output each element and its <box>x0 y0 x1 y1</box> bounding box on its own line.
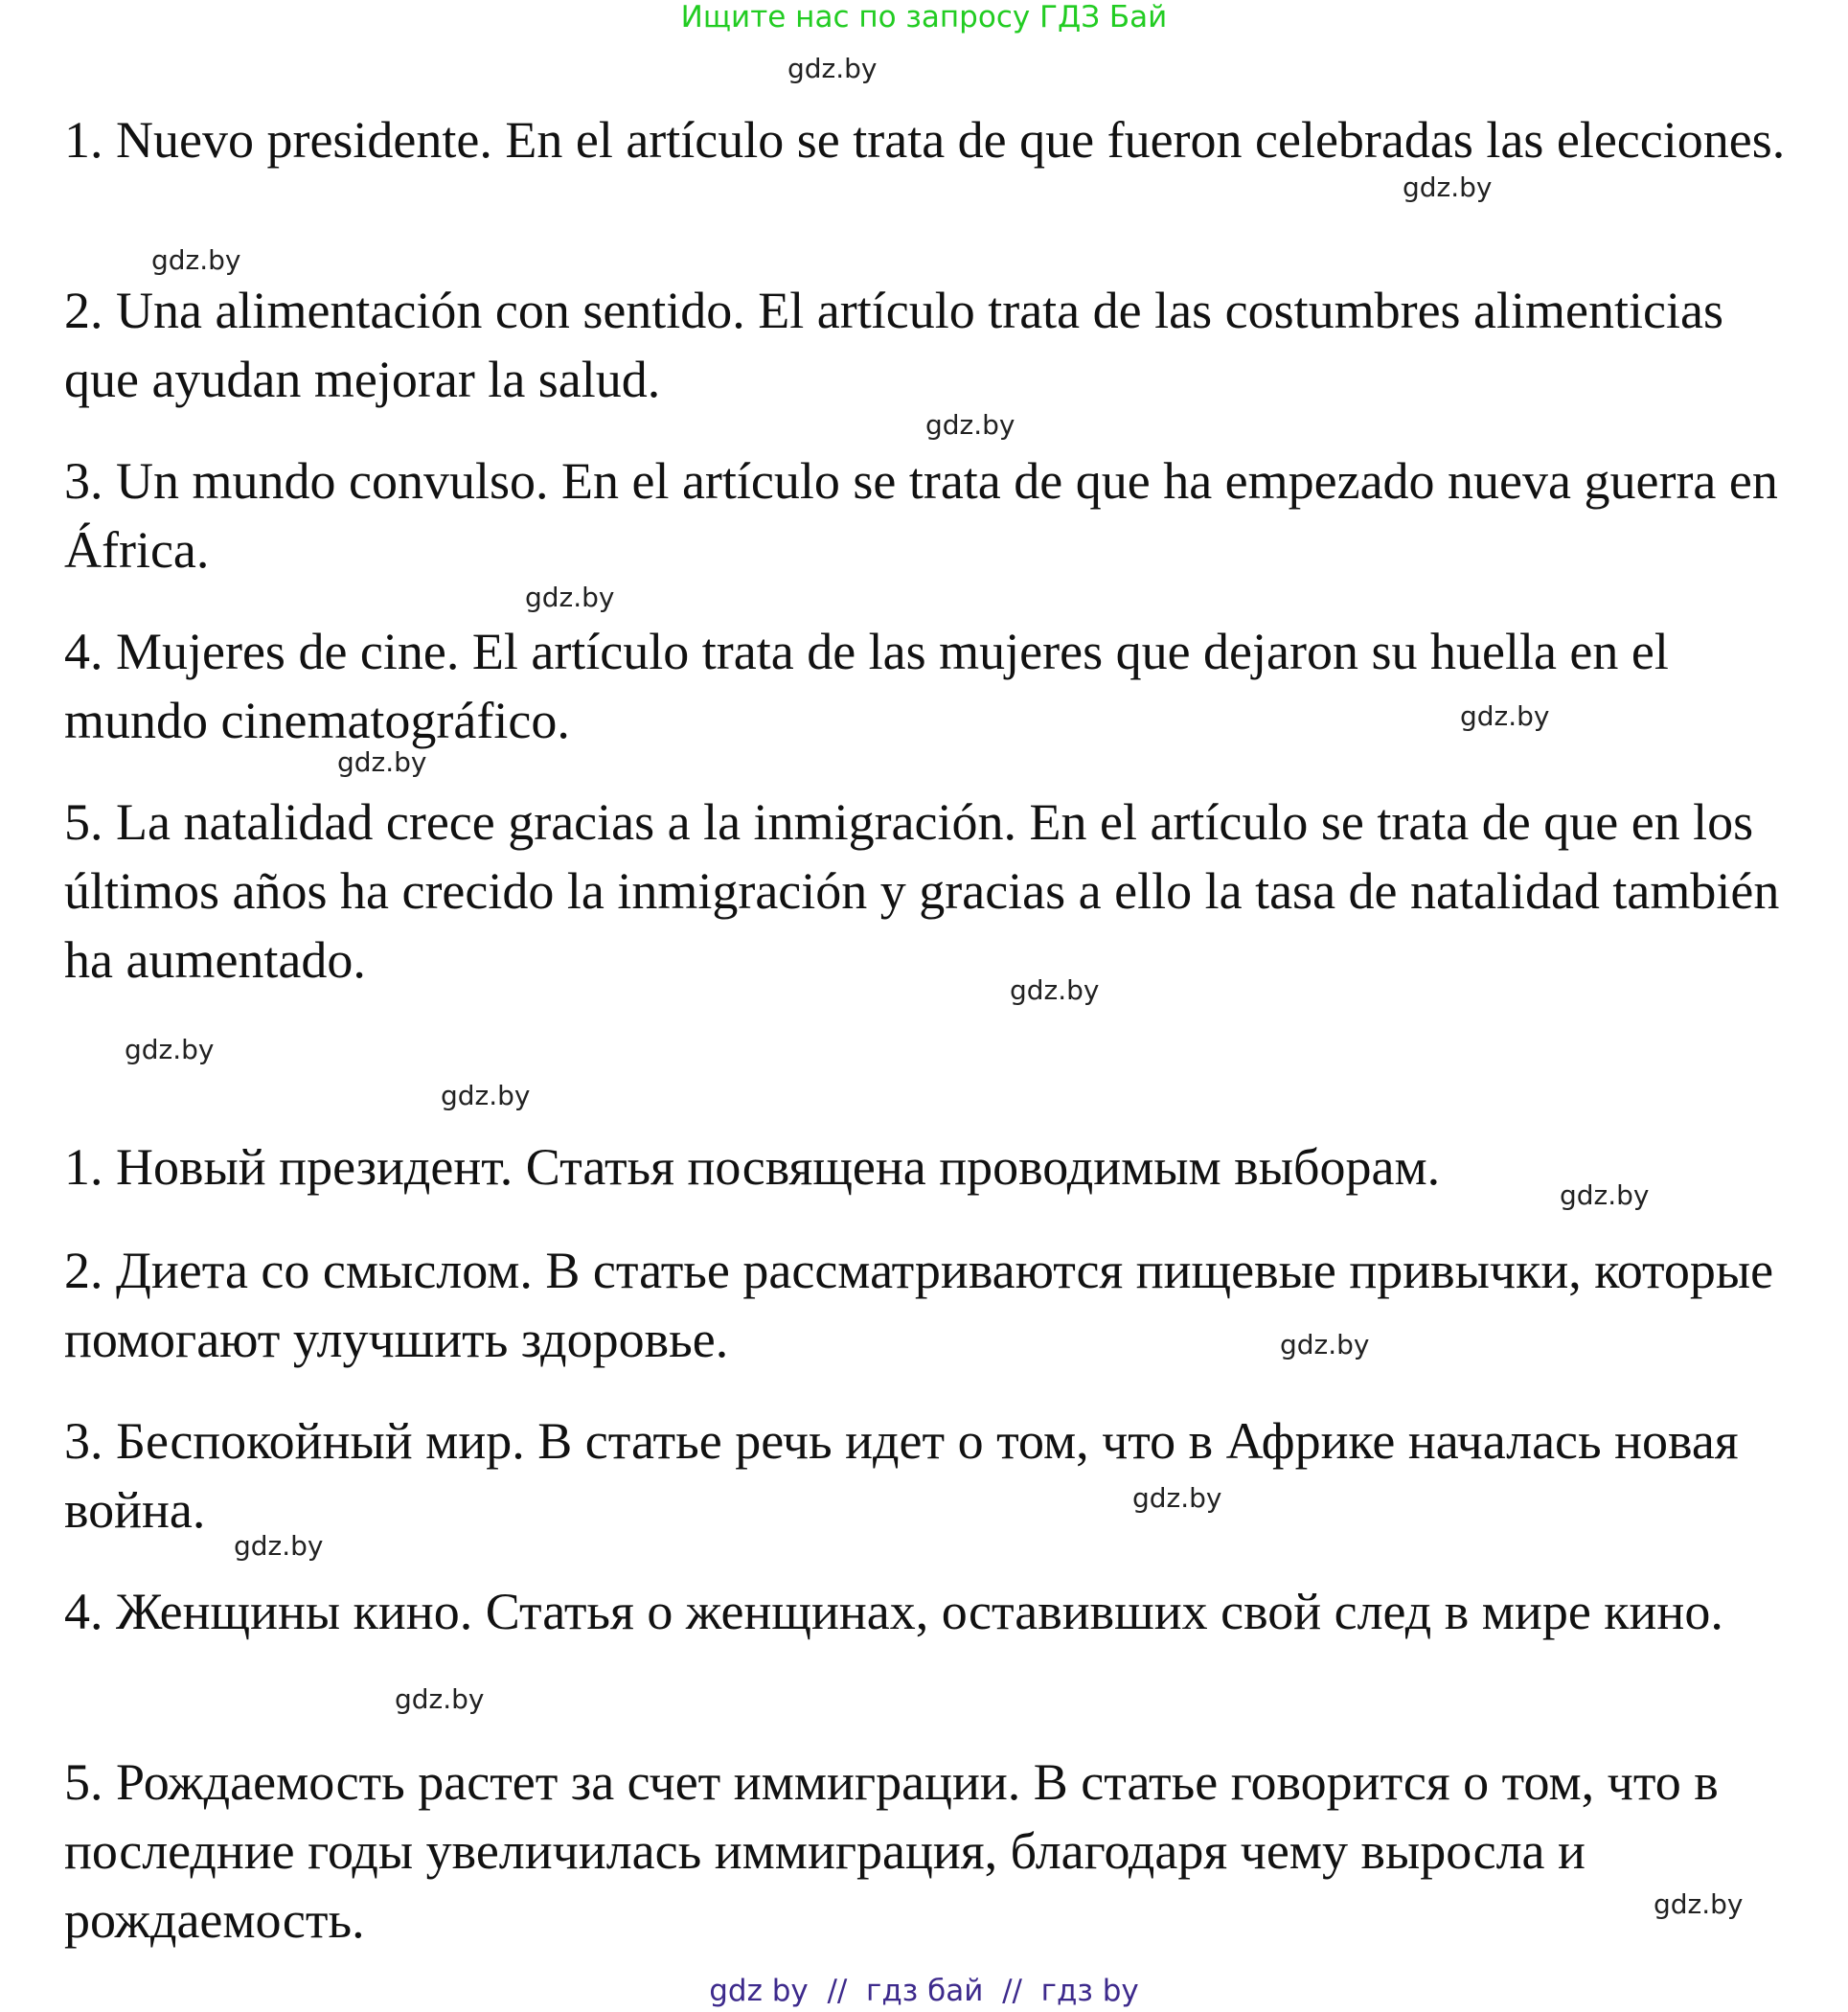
spanish-answer-3: 3. Un mundo convulso. En el artículo se trata de que ha empezado nueva guerra en África. <box>64 452 1778 579</box>
spanish-answer-4: 4. Mujeres de cine. El artículo trata de las mujeres que dejaron su huella en el mundo cinematográfico. <box>64 623 1669 749</box>
watermark: gdz.by <box>1654 1888 1744 1920</box>
watermark: gdz.by <box>1280 1329 1370 1360</box>
header-search-link[interactable]: Ищите нас по запросу ГДЗ Бай <box>680 0 1168 34</box>
watermark: gdz.by <box>125 1034 215 1065</box>
watermark: gdz.by <box>1010 974 1100 1006</box>
russian-answer-4: 4. Женщины кино. Статья о женщинах, оставивших свой след в мире кино. <box>64 1583 1723 1640</box>
watermark: gdz.by <box>1132 1482 1222 1514</box>
watermark: gdz.by <box>1403 171 1493 203</box>
watermark: gdz.by <box>925 409 1015 441</box>
spanish-answer-1: 1. Nuevo presidente. En el artículo se trata de que fueron celebradas las elecciones. <box>64 111 1786 169</box>
russian-answer-2: 2. Диета со смыслом. В статье рассматриваются пищевые привычки, которые помогают улучшить здоровье. <box>64 1242 1774 1368</box>
watermark: gdz.by <box>234 1530 324 1562</box>
watermark: gdz.by <box>787 53 878 84</box>
watermark: gdz.by <box>395 1683 485 1715</box>
spanish-answer-5: 5. La natalidad crece gracias a la inmigración. En el artículo se trata de que en los últimos años ha crecido la inmigración y gracias a ello la tasa de natalidad también ha aumentado. <box>64 793 1780 989</box>
watermark: gdz.by <box>337 746 427 778</box>
watermark: gdz.by <box>1560 1179 1650 1211</box>
russian-answer-5: 5. Рождаемость растет за счет иммиграции. В статье говорится о том, что в последние годы увеличилась иммиграция, благодаря чему выросла и рождаемость. <box>64 1753 1719 1949</box>
watermark: gdz.by <box>525 582 615 613</box>
russian-answer-3: 3. Беспокойный мир. В статье речь идет о том, что в Африке началась новая война. <box>64 1412 1739 1539</box>
spanish-answer-2: 2. Una alimentación con sentido. El artículo trata de las costumbres alimenticias que ayudan mejorar la salud. <box>64 282 1723 408</box>
footer-links[interactable]: gdz by // гдз бай // гдз by <box>709 1974 1139 2008</box>
watermark: gdz.by <box>441 1080 531 1111</box>
russian-answer-1: 1. Новый президент. Статья посвящена проводимым выборам. <box>64 1138 1441 1196</box>
watermark: gdz.by <box>151 244 241 276</box>
watermark: gdz.by <box>1460 700 1550 732</box>
